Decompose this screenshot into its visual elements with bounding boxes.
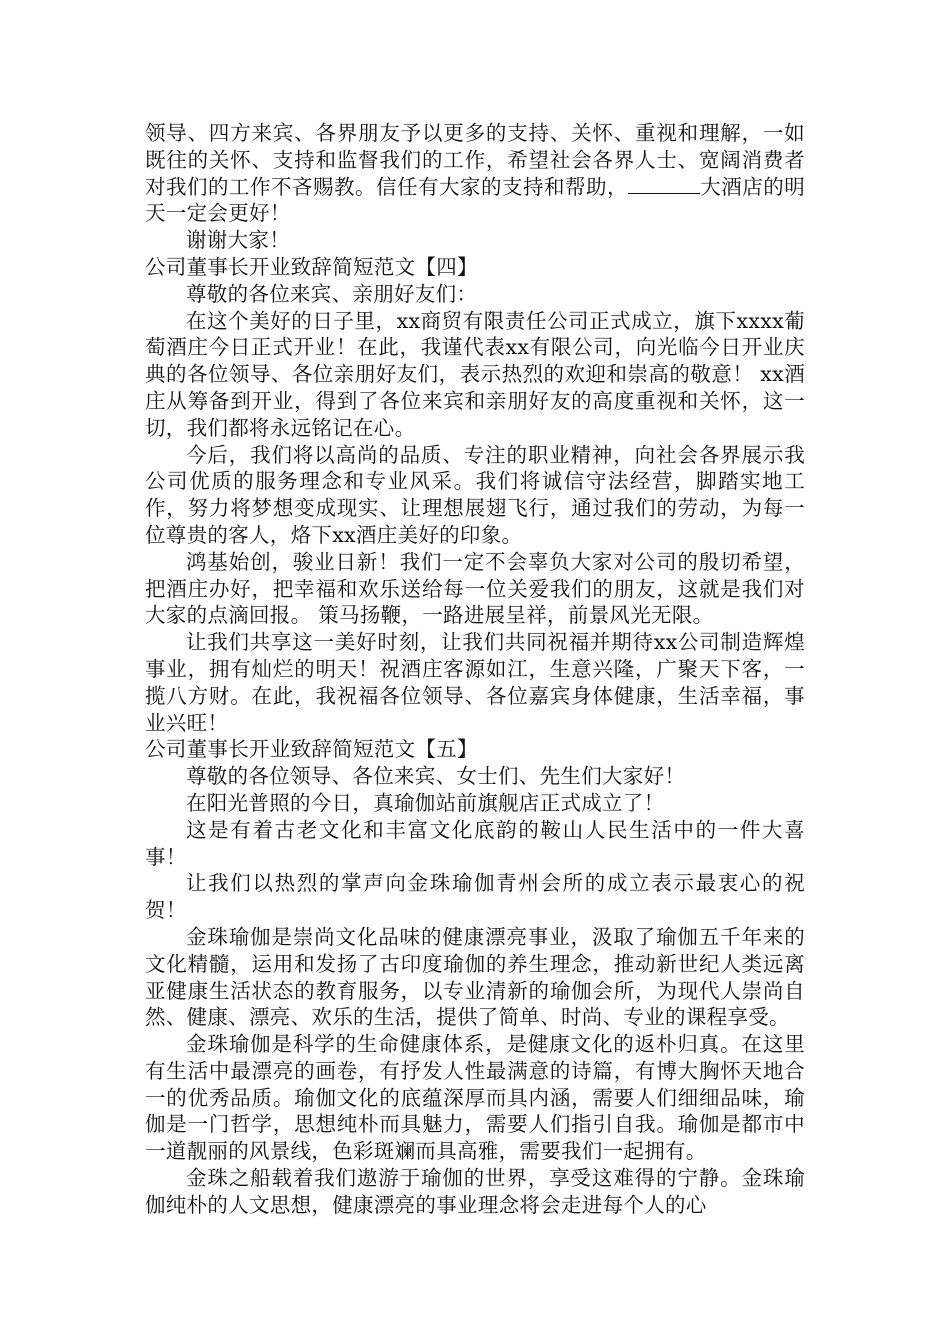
- section-4-paragraph-3: 鸿基始创，骏业日新！我们一定不会辜负大家对公司的殷切希望，把酒庄办好，把幸福和欢乐送给每一位关爱我们的朋友，这就是我们对大家的点滴回报。 策马扬鞭，一路进展呈祥，前景风光无限。: [145, 549, 805, 628]
- section-4-greeting: 尊敬的各位来宾、亲朋好友们：: [186, 281, 478, 306]
- section-5-paragraph-5: 金珠瑜伽是科学的生命健康体系，是健康文化的返朴归真。在这里有生活中最漂亮的画卷，有抒发人性最满意的诗篇，有博大胸怀天地合一的优秀品质。瑜伽文化的底蕴深厚而具内涵，需要人们细细品味，瑜伽是一门哲学，思想纯朴而具魅力，需要人们指引自我。瑜伽是都市中一道靓丽的风景线，色彩斑斓而具高雅，需要我们一起拥有。: [145, 1032, 805, 1164]
- continued-paragraph: [145, 120, 805, 227]
- section-4-paragraph-2: 今后，我们将以高尚的品质、专注的职业精神，向社会各界展示我公司优质的服务理念和专业风采。我们将诚信守法经营，脚踏实地工作，努力将梦想变成现实、让理想展翅飞行，通过我们的劳动，为每一位尊贵的客人，烙下xx酒庄美好的印象。: [145, 442, 805, 547]
- section-5-paragraph-4: 金珠瑜伽是崇尚文化品味的健康漂亮事业，汲取了瑜伽五千年来的文化精髓，运用和发扬了古印度瑜伽的养生理念，推动新世纪人类远离亚健康生活状态的教育服务，以专业清新的瑜伽会所，为现代人崇尚自然、健康、漂亮、欢乐的生活，提供了简单、时尚、专业的课程享受。: [145, 924, 805, 1030]
- thanks-line: 谢谢大家！: [186, 228, 290, 253]
- document-page: [145, 120, 805, 1219]
- section-4-paragraph-1: 在这个美好的日子里，xx商贸有限责任公司正式成立，旗下xxxx葡萄酒庄今日正式开业！在此，我谨代表xx有限公司，向光临今日开业庆典的各位领导、各位亲朋好友们，表示热烈的欢迎和崇高的敬意！ xx酒庄从筹备到开业，得到了各位来宾和亲朋好友的高度重视和关怀，这一切，我们都将永远铭记在心。: [145, 308, 805, 440]
- section-5-paragraph-6: 金珠之船载着我们遨游于瑜伽的世界，享受这难得的宁静。金珠瑜伽纯朴的人文思想，健康漂亮的事业理念将会走进每个人的心: [145, 1166, 805, 1217]
- section-heading-5: 公司董事长开业致辞简短范文【五】: [145, 737, 478, 762]
- fill-in-blank-wrap: [686, 175, 700, 194]
- fill-in-blank: [628, 175, 686, 194]
- section-5-paragraph-3: 让我们以热烈的掌声向金珠瑜伽青州会所的成立表示最衷心的祝贺！: [145, 871, 805, 923]
- section-5-paragraph-1: 在阳光普照的今日，真瑜伽站前旗舰店正式成立了！: [186, 790, 665, 815]
- continued-paragraph-text-b: 大酒店的明天一定会更好！: [145, 174, 805, 226]
- section-4-paragraph-4: 让我们共享这一美好时刻，让我们共同祝福并期待xx公司制造辉煌事业，拥有灿烂的明天！祝酒庄客源如江，生意兴隆，广聚天下客，一揽八方财。在此，我祝福各位领导、各位嘉宾身体健康，生活幸福，事业兴旺！: [145, 630, 805, 735]
- section-5-paragraph-2: 这是有着古老文化和丰富文化底韵的鞍山人民生活中的一件大喜事！: [145, 817, 805, 869]
- continued-paragraph-text-a: 领导、四方来宾、各界朋友予以更多的支持、关怀、重视和理解，一如既往的关怀、支持和监督我们的工作，希望社会各界人士、宽阔消费者对我们的工作不吝赐教。信任有大家的支持和帮助，: [145, 121, 805, 199]
- section-heading-4: 公司董事长开业致辞简短范文【四】: [145, 254, 478, 279]
- section-5-greeting: 尊敬的各位领导、各位来宾、女士们、先生们大家好！: [186, 764, 686, 789]
